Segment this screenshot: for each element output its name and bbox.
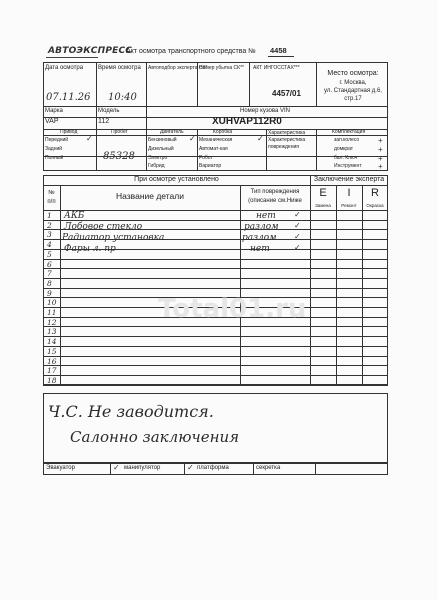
brand-value: VAP — [45, 118, 59, 125]
row-number: 3 — [47, 230, 52, 239]
row-number: 6 — [47, 260, 52, 269]
secretka-label: секретка — [256, 465, 281, 471]
mileage-label: Пробег — [111, 129, 128, 135]
col-i-sub: Ремонт — [341, 203, 357, 208]
kit-item-jack: домкрат — [334, 146, 354, 152]
row-2-check: ✓ — [294, 221, 301, 230]
gearbox-label: Коробка — [213, 129, 233, 135]
col-r-sub: Окраска — [366, 203, 384, 208]
row-2-damage: разлом — [244, 222, 279, 232]
table-row-line — [43, 346, 388, 347]
manipulator-check: ✓ — [113, 463, 120, 472]
engine-item-petrol: Бензиновый — [148, 137, 177, 143]
act-number-underline — [268, 56, 294, 57]
platform-label: платформа — [197, 465, 229, 471]
established-label: При осмотре установлено — [134, 176, 219, 183]
note-line-2: Салонно заключения — [70, 428, 240, 446]
col-e-sub: Замена — [315, 203, 331, 208]
place-label: Место осмотра: — [327, 70, 379, 77]
row-1-check: ✓ — [294, 210, 301, 219]
model-label: Модель — [98, 108, 120, 114]
row-number: 14 — [47, 337, 57, 346]
platform-check: ✓ — [187, 463, 194, 472]
row-number: 11 — [47, 308, 57, 317]
act-title: Акт осмотра транспортного средства № — [126, 48, 256, 55]
drive-item-front: Передний — [45, 137, 69, 143]
table-row-line — [43, 268, 388, 269]
row-3-part: Радиатор установка — [62, 233, 165, 243]
ingos-act-label: АКТ ИНГОССТАХ*** — [253, 65, 300, 71]
drive-item-rear: Задний — [45, 146, 63, 152]
drive-item-full: Полный — [45, 155, 64, 161]
table-row-line — [43, 375, 388, 376]
kit-item-wrench: бал. Ключ — [334, 155, 358, 161]
damage-char-label: Характеристика повреждения — [268, 137, 306, 150]
row-number: 15 — [47, 347, 57, 356]
kit-mark-tools: + — [378, 162, 383, 171]
ingos-act-value: 4457/01 — [272, 89, 301, 98]
damage-char-label-1: Характеристика — [268, 130, 306, 136]
place-line-2: ул. Стандартная д.6, — [324, 88, 382, 94]
row-number: 4 — [47, 240, 52, 249]
kit-item-tools: Инструмент — [334, 163, 362, 169]
row-4-part: Фары л. пр — [64, 244, 116, 254]
kit-mark-wrench: + — [378, 154, 383, 163]
row-number: 12 — [47, 318, 57, 327]
engine-label: Двигатель — [160, 129, 184, 135]
row-number: 16 — [47, 357, 57, 366]
row-number: 18 — [47, 376, 57, 385]
autoselect-label: Автоподбор эксперта СК* — [148, 65, 208, 71]
kit-mark-spare: + — [378, 136, 383, 145]
model-value: 112 — [98, 118, 110, 125]
company-logo: АВТОЭКСПРЕСС — [48, 46, 133, 56]
row-number: 9 — [47, 289, 52, 298]
time-label: Время осмотра — [98, 65, 141, 71]
part-name-header: Название детали — [116, 191, 184, 201]
date-value: 07.11.26 — [46, 92, 91, 103]
place-line-1: г. Москва, — [339, 80, 367, 86]
gearbox-item-manual: Механическая — [199, 137, 233, 143]
conclusion-label: Заключение эксперта — [313, 176, 385, 183]
damage-type-sub: (описание см.Ниже — [248, 198, 302, 204]
pp-label: п/п — [47, 199, 56, 205]
gearbox-item-robot: Робот — [199, 155, 213, 161]
evacuator-label: Эвакуатор — [46, 465, 75, 471]
claim-number-label: Номер убытка СК** — [199, 65, 244, 71]
engine-item-electric: Электро — [148, 155, 168, 161]
row-4-damage: нет — [250, 244, 270, 254]
date-label: Дата осмотра — [45, 65, 84, 71]
row-number: 13 — [47, 327, 57, 336]
table-row-line — [43, 356, 388, 357]
manipulator-label: манипулятор — [124, 465, 161, 471]
row-number: 10 — [47, 298, 57, 307]
place-line-3: стр.17 — [344, 96, 362, 102]
row-1-part: АКБ — [64, 211, 85, 221]
row-4-check: ✓ — [294, 243, 301, 252]
col-i-header: I — [347, 187, 351, 199]
table-row-line — [43, 220, 388, 221]
row-3-damage: разлом — [242, 233, 277, 243]
table-row-line — [43, 288, 388, 289]
kit-label: Комплектация — [332, 129, 366, 135]
damage-type-header: Тип повреждения — [250, 189, 300, 195]
row-2-part: Лобовое стекло — [64, 222, 143, 232]
vin-value: XUHVAP112R0 — [212, 116, 282, 127]
kit-mark-jack: + — [378, 145, 383, 154]
table-row-line — [43, 259, 388, 260]
col-e-header: E — [319, 187, 327, 199]
kit-item-spare: зап.колесо — [334, 137, 360, 143]
row-number: 5 — [47, 250, 52, 259]
engine-item-hybrid: Гибрид — [148, 163, 165, 169]
table-row-line — [43, 365, 388, 366]
row-number: 1 — [47, 211, 52, 220]
row-number: 7 — [47, 269, 52, 278]
row-number: 8 — [47, 279, 52, 288]
drive-front-check: ✓ — [86, 134, 93, 143]
row-1-damage: нет — [256, 211, 276, 221]
act-number: 4458 — [270, 46, 287, 55]
table-row-line — [43, 336, 388, 337]
row-3-check: ✓ — [294, 232, 301, 241]
number-label: № — [48, 190, 55, 196]
time-value: 10:40 — [108, 92, 137, 103]
col-r-header: R — [371, 187, 379, 199]
engine-petrol-check: ✓ — [189, 134, 196, 143]
gearbox-item-auto: Автомат-кая — [199, 146, 228, 152]
drive-label: Привод — [60, 129, 78, 135]
logo-underline — [46, 57, 98, 58]
gearbox-manual-check: ✓ — [257, 134, 264, 143]
table-row-line — [43, 385, 388, 386]
table-row-line — [43, 278, 388, 279]
row-number: 17 — [47, 366, 57, 375]
note-line-1: Ч.С. Не заводится. — [48, 402, 214, 421]
row-number: 2 — [47, 221, 52, 230]
table-row-line — [43, 326, 388, 327]
brand-label: Марка — [45, 108, 63, 114]
vin-label: Номер кузова VIN — [240, 108, 290, 114]
mileage-value: 85328 — [103, 151, 135, 162]
watermark: Total01.ru — [158, 294, 307, 324]
engine-item-diesel: Дизельный — [148, 146, 174, 152]
gearbox-item-cvt: Вариатор — [199, 163, 222, 169]
